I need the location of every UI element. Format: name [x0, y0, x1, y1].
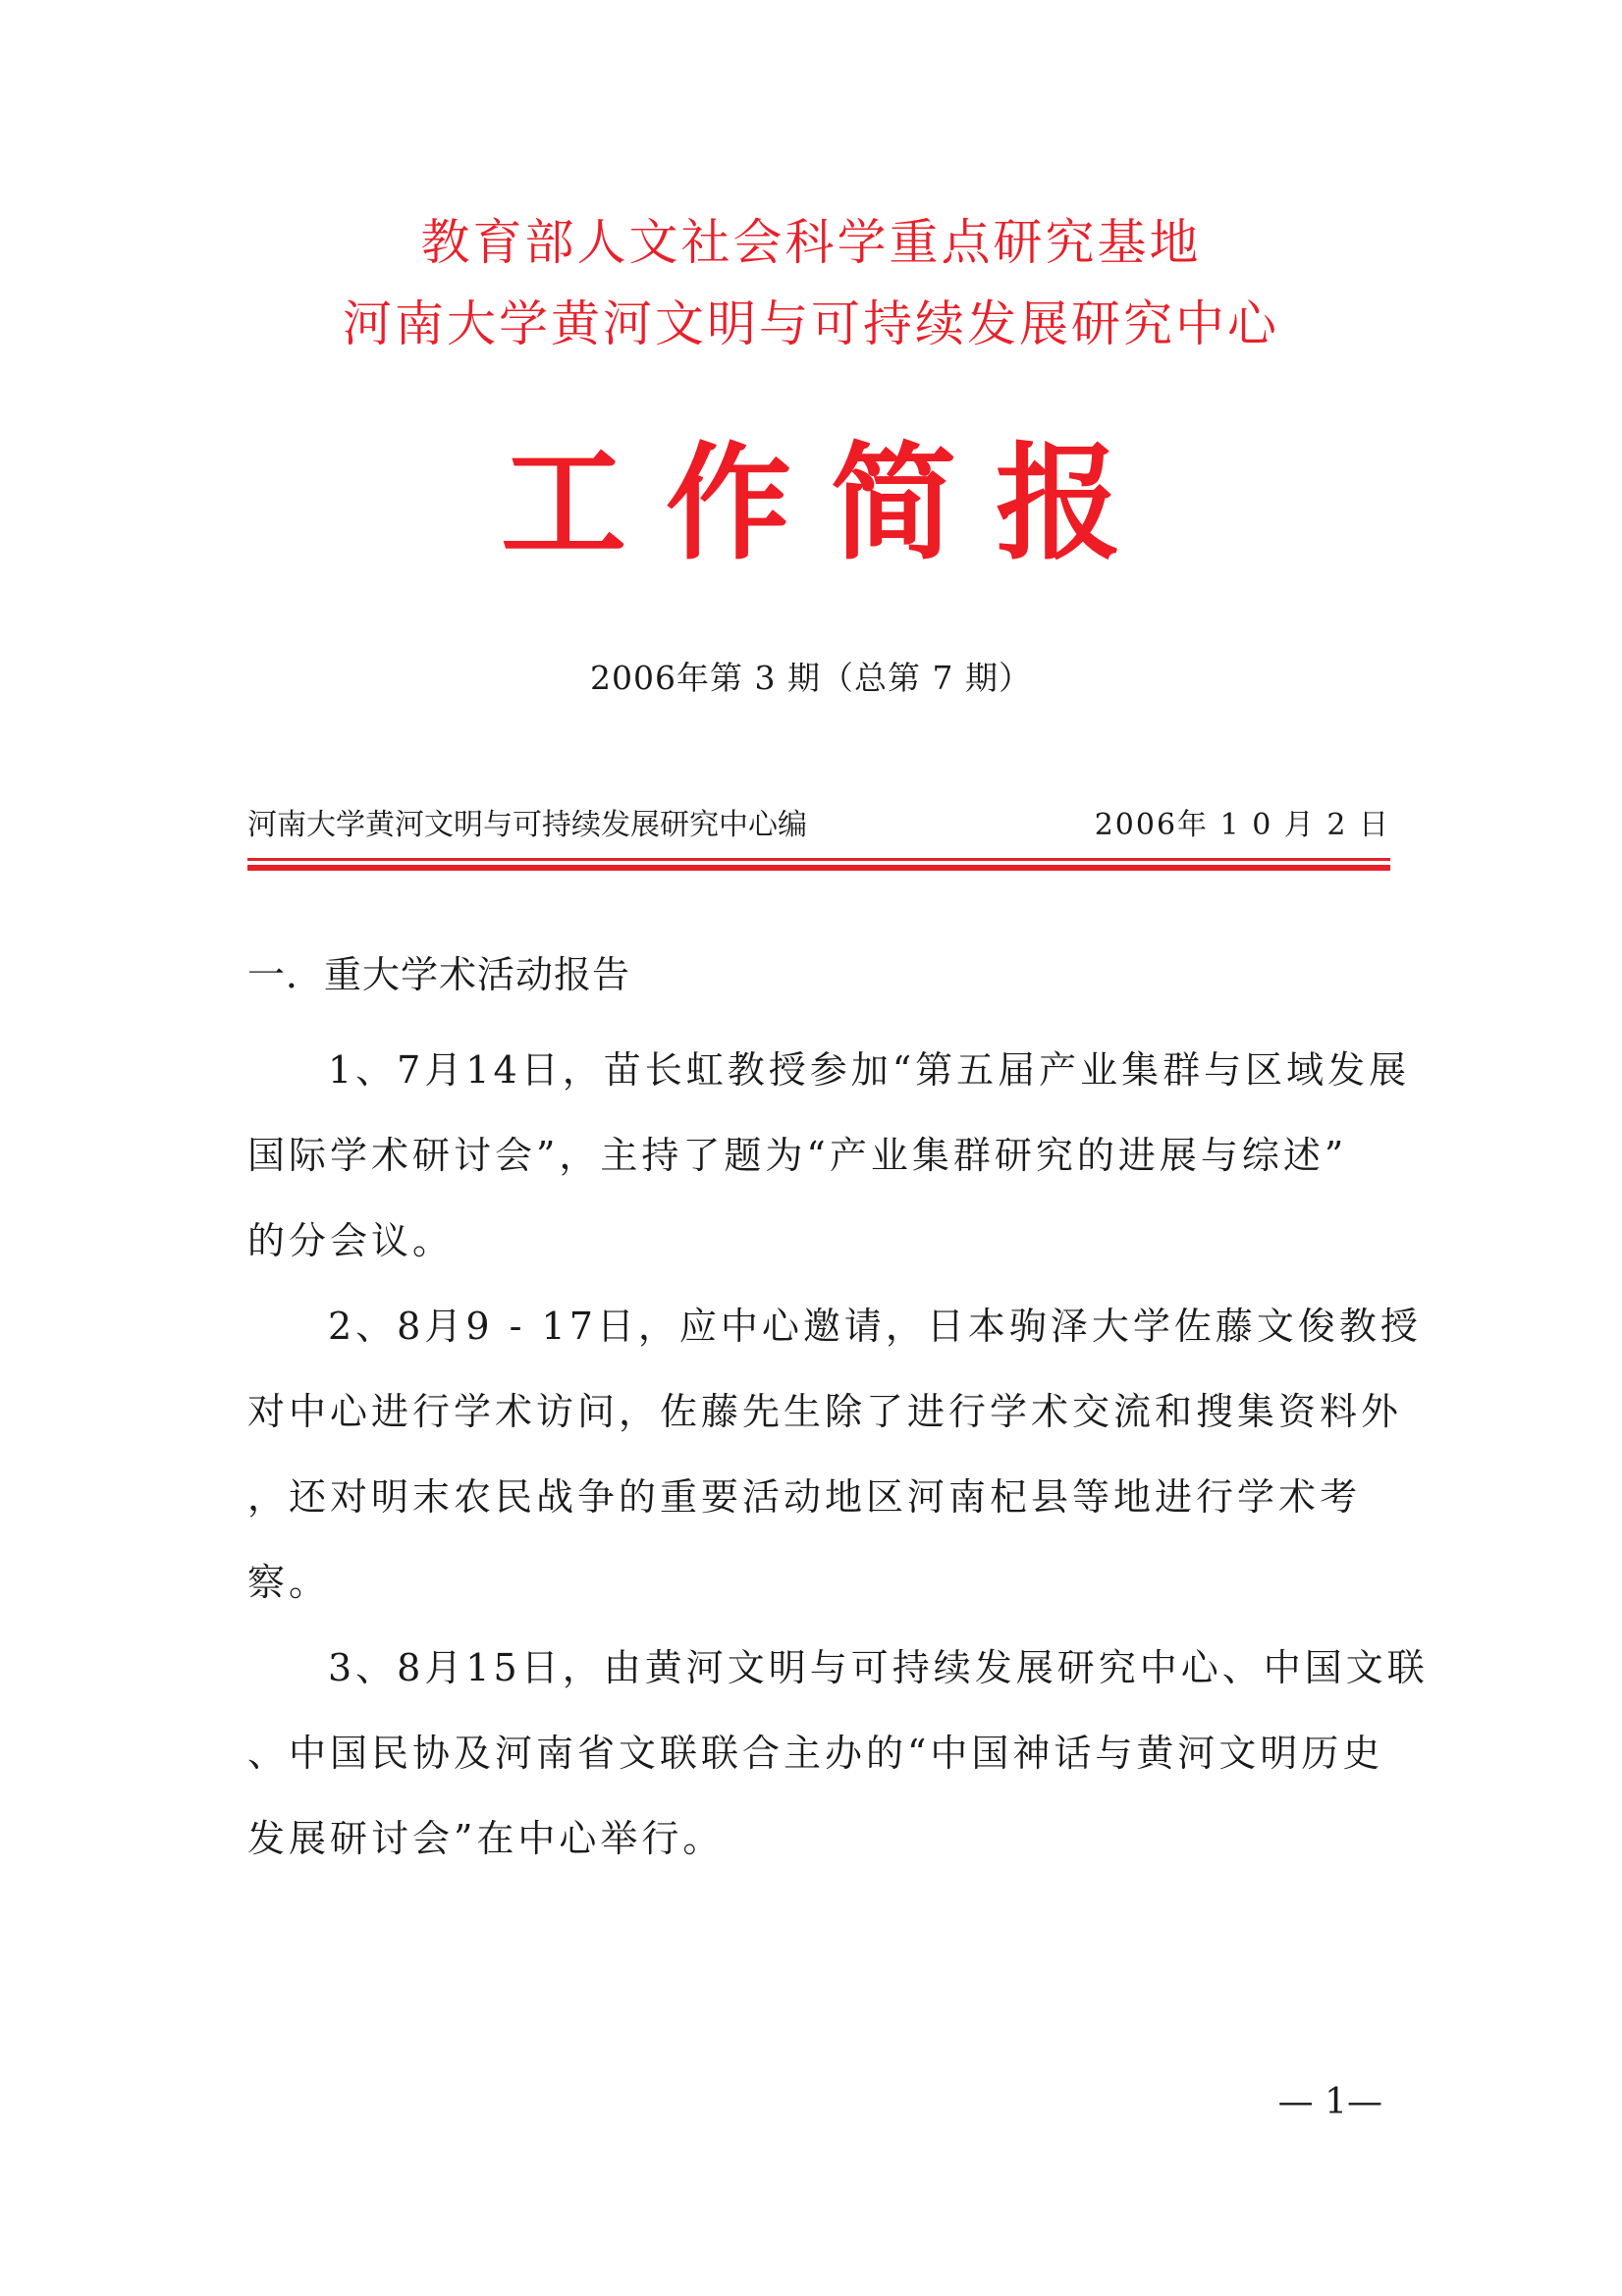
header-divider-thin	[247, 858, 1390, 861]
paragraph-3-line-2: 、中国民协及河南省文联联合主办的“中国神话与黄河文明历史	[247, 1732, 1384, 1775]
paragraph-2-line-3: ，还对明末农民战争的重要活动地区河南杞县等地进行学术考	[247, 1475, 1362, 1519]
paragraph-3-line-3: 发展研讨会”在中心举行。	[247, 1817, 725, 1860]
paragraph-1-line-2: 国际学术研讨会”，主持了题为“产业集群研究的进展与综述”	[247, 1134, 1348, 1177]
paragraph-2-line-2: 对中心进行学术访问，佐藤先生除了进行学术交流和搜集资料外	[247, 1390, 1403, 1433]
page-number: — 1—	[1277, 2082, 1382, 2122]
header-divider-thick	[247, 865, 1390, 871]
paragraph-3-line-1: 3、8月15日，由黄河文明与可持续发展研究中心、中国文联	[328, 1646, 1429, 1689]
section-heading: 一．重大学术活动报告	[247, 953, 631, 996]
paragraph-1-line-3: 的分会议。	[247, 1219, 455, 1262]
publish-date: 2006年 1 0 月 2 日	[1094, 808, 1390, 842]
paragraph-2-line-1: 2、8月9 - 17日，应中心邀请，日本驹泽大学佐藤文俊教授	[328, 1305, 1422, 1348]
bulletin-title: 工作简报	[500, 431, 1161, 577]
editor-line: 河南大学黄河文明与可持续发展研究中心编	[247, 808, 807, 842]
institution-line-2: 河南大学黄河文明与可持续发展研究中心	[343, 295, 1279, 352]
paragraph-1-line-1: 1、7月14日，苗长虹教授参加“第五届产业集群与区域发展	[328, 1048, 1411, 1092]
paragraph-2-line-4: 察。	[247, 1561, 331, 1604]
institution-line-1: 教育部人文社会科学重点研究基地	[420, 214, 1202, 271]
issue-number: 2006年第 3 期（总第 7 期）	[590, 659, 1032, 697]
